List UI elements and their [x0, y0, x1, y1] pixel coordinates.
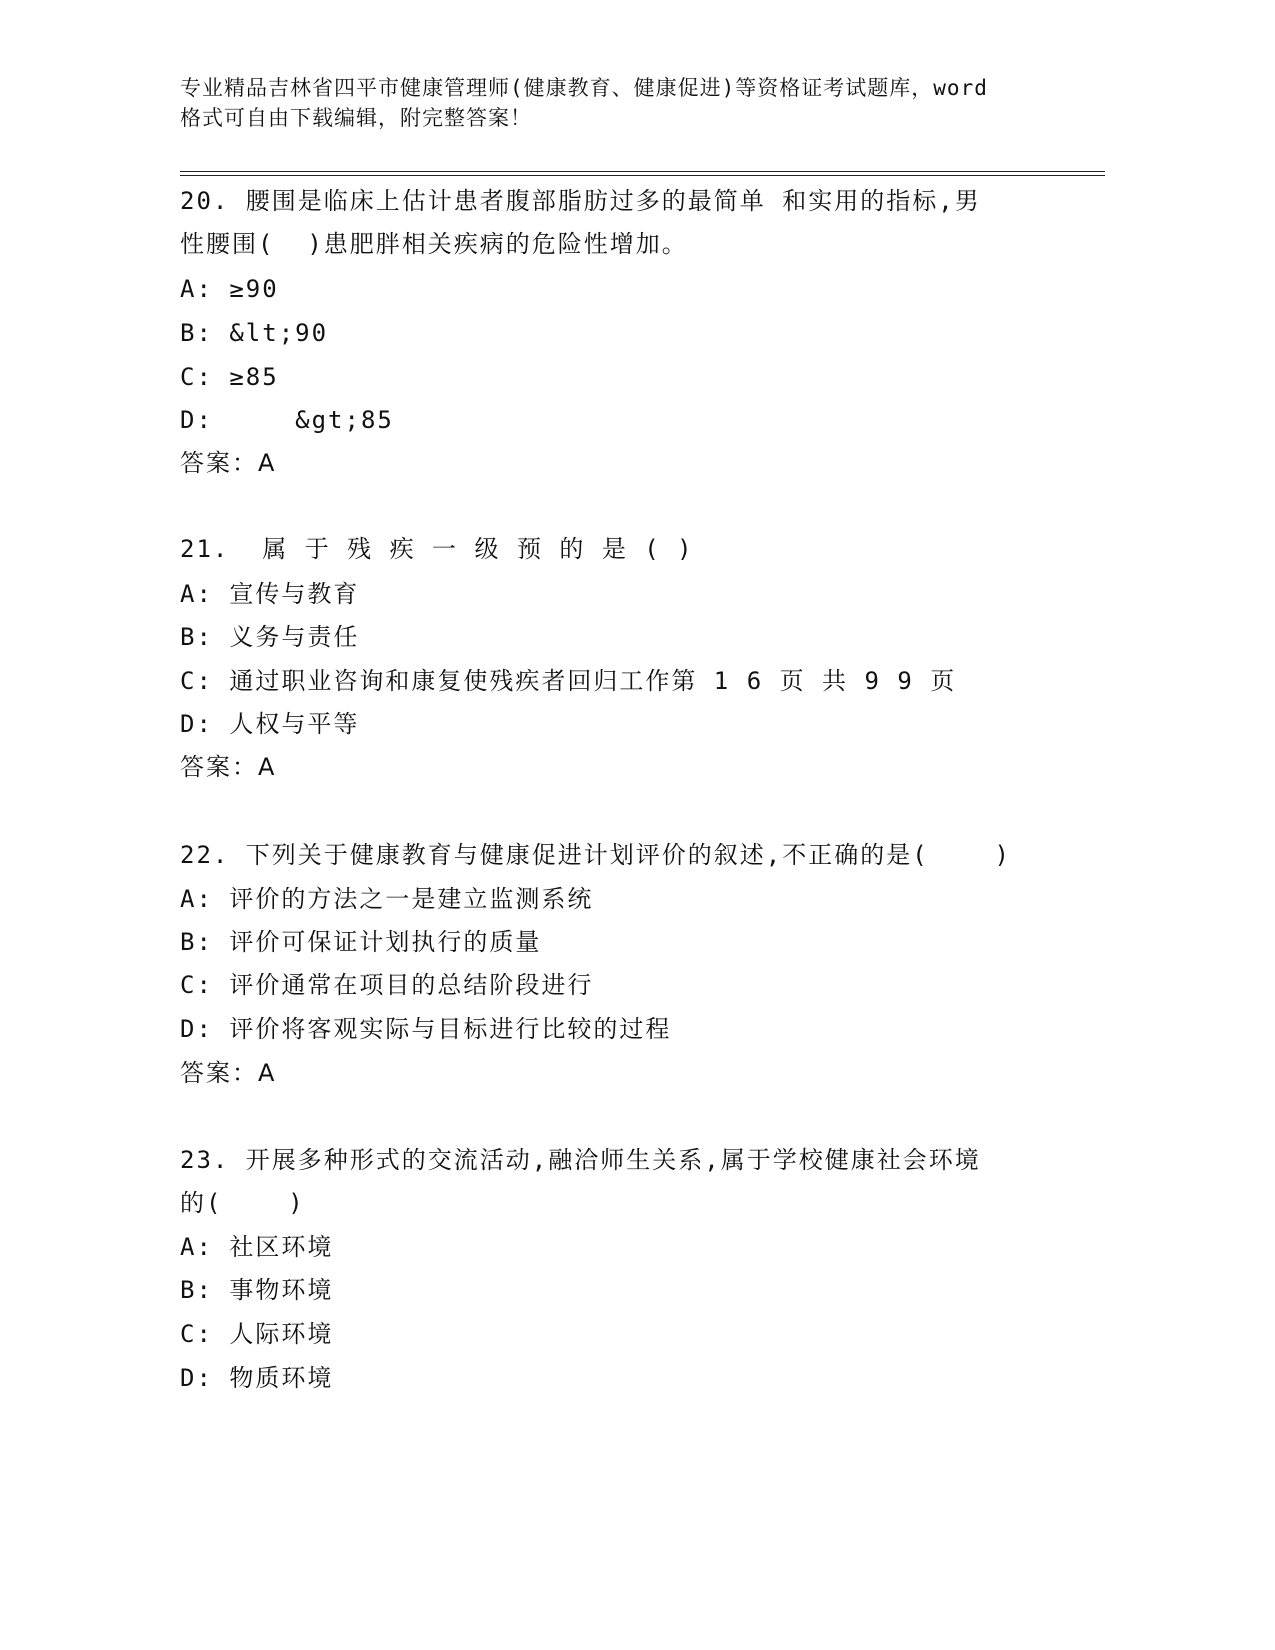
option-a: A: ≥90 — [180, 275, 279, 303]
answer: 答案：A — [180, 1059, 277, 1087]
option-b: B: 事物环境 — [180, 1276, 334, 1304]
question-stem: 20. 腰围是临床上估计患者腹部脂肪过多的最简单 和实用的指标,男 — [180, 187, 981, 215]
header-rule-bottom — [180, 175, 1105, 176]
question-stem: 23. 开展多种形式的交流活动,融洽师生关系,属于学校健康社会环境 — [180, 1146, 981, 1174]
option-b: B: 义务与责任 — [180, 623, 360, 651]
option-d: D: &gt;85 — [180, 406, 394, 434]
header-line-1: 专业精品吉林省四平市健康管理师(健康教育、健康促进)等资格证考试题库，word — [180, 76, 988, 100]
option-c: C: 评价通常在项目的总结阶段进行 — [180, 971, 594, 999]
option-d: D: 人权与平等 — [180, 710, 360, 738]
answer: 答案：A — [180, 753, 277, 781]
option-a: A: 宣传与教育 — [180, 580, 360, 608]
option-d: D: 评价将客观实际与目标进行比较的过程 — [180, 1015, 672, 1043]
header-line-2: 格式可自由下载编辑，附完整答案！ — [180, 106, 532, 130]
option-b: B: 评价可保证计划执行的质量 — [180, 928, 542, 956]
option-c: C: 人际环境 — [180, 1320, 334, 1348]
option-a: A: 评价的方法之一是建立监测系统 — [180, 885, 594, 913]
answer: 答案：A — [180, 449, 277, 477]
question-stem: 21. 属 于 残 疾 一 级 预 的 是 ( ) — [180, 535, 694, 563]
option-d: D: 物质环境 — [180, 1364, 334, 1392]
question-stem: 22. 下列关于健康教育与健康促进计划评价的叙述,不正确的是( ) — [180, 841, 1011, 869]
question-stem: 性腰围( )患肥胖相关疾病的危险性增加。 — [180, 230, 688, 258]
option-b: B: &lt;90 — [180, 319, 329, 347]
option-c: C: 通过职业咨询和康复使残疾者回归工作第 1 6 页 共 9 9 页 — [180, 667, 957, 695]
option-c: C: ≥85 — [180, 363, 279, 391]
header-rule-top — [180, 171, 1105, 172]
question-stem: 的( ) — [180, 1189, 305, 1217]
option-a: A: 社区环境 — [180, 1233, 334, 1261]
